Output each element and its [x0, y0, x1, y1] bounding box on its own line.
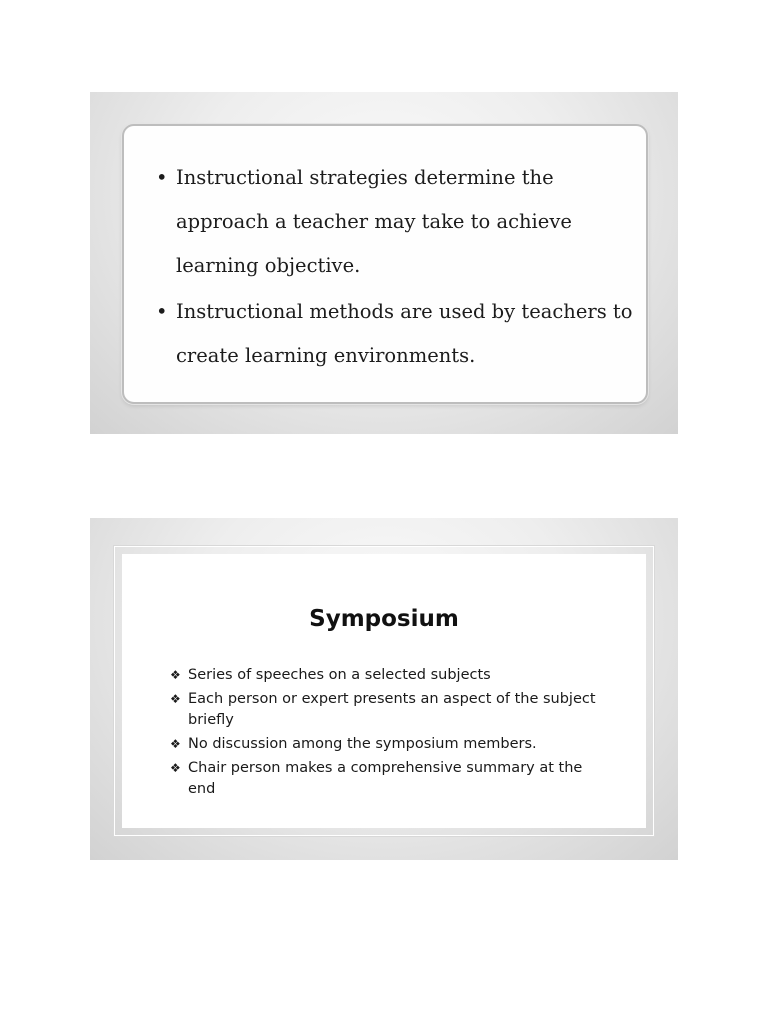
slide-1 — [90, 92, 678, 434]
bullet-icon: • — [156, 166, 168, 189]
slide-2-content-box — [122, 554, 646, 828]
bullet-text: Chair person makes a comprehensive summary at the end — [188, 760, 583, 797]
slide-1-content-box — [122, 124, 648, 404]
diamond-bullet-icon: ❖ — [170, 761, 181, 775]
slide-1-bullet-list — [156, 156, 636, 380]
list-item — [170, 665, 610, 686]
bullet-text: Instructional strategies determine the approach a teacher may take to achieve learning objective. — [176, 166, 572, 277]
bullet-text: Instructional methods are used by teachers to create learning environments. — [176, 300, 633, 367]
diamond-bullet-icon: ❖ — [170, 692, 181, 706]
list-item — [170, 689, 610, 731]
list-item — [170, 734, 610, 755]
slide-title: Symposium — [309, 606, 459, 632]
list-item — [156, 290, 636, 378]
bullet-text: Each person or expert presents an aspect of the subject briefly — [188, 691, 596, 728]
bullet-text: No discussion among the symposium members. — [188, 736, 537, 752]
list-item — [156, 156, 636, 288]
diamond-bullet-icon: ❖ — [170, 668, 181, 682]
diamond-bullet-icon: ❖ — [170, 737, 181, 751]
bullet-text: Series of speeches on a selected subjects — [188, 667, 491, 683]
slide-2-frame — [114, 546, 654, 836]
bullet-icon: • — [156, 300, 168, 323]
slide-2 — [90, 518, 678, 860]
list-item — [170, 758, 610, 800]
slide-2-bullet-list — [170, 665, 610, 803]
